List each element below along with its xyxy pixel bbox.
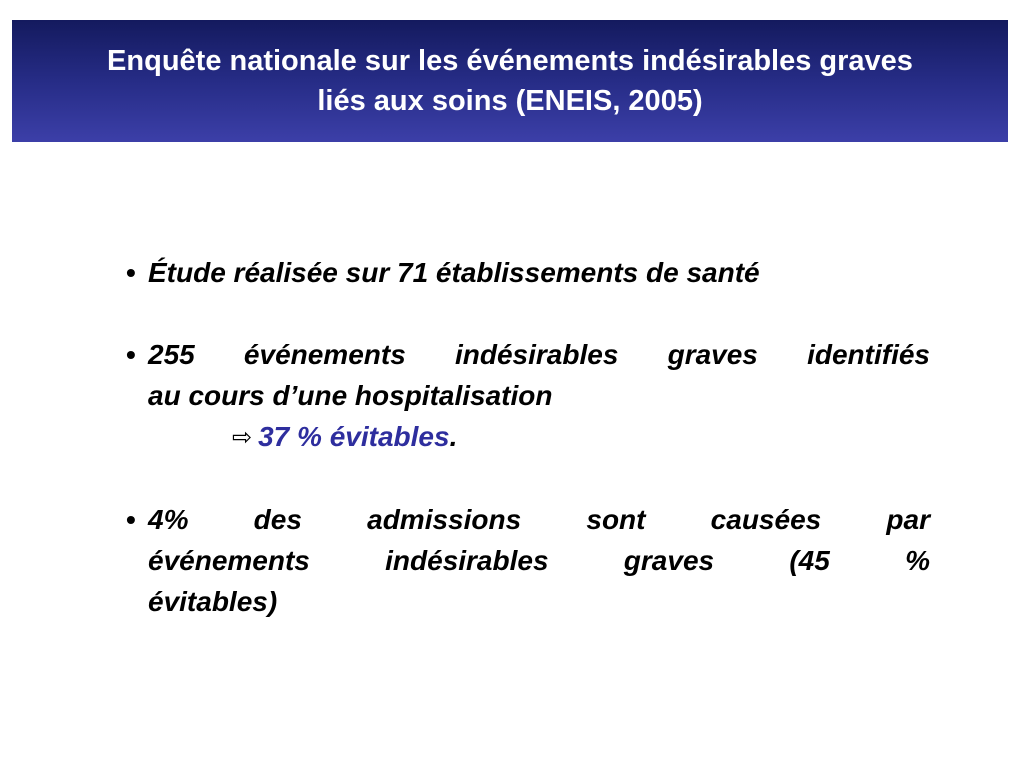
- bullet-marker: •: [126, 339, 136, 370]
- title-banner: [12, 20, 1008, 142]
- bullet-text: Étude réalisée sur 71 établissements de santé: [148, 257, 760, 288]
- result-period: .: [449, 421, 458, 452]
- bullet-text-line-1: 4% des admissions sont causées par: [148, 504, 930, 535]
- bullet-marker: •: [126, 257, 136, 288]
- bullet-text-line: [148, 334, 930, 375]
- bullet-item-2: [126, 334, 930, 458]
- bullet-text-line-3: évitables): [148, 586, 278, 617]
- bullet-text-line-1: 255 événements indésirables graves identifiés: [148, 339, 930, 370]
- bullet-text-line-2: au cours d’une hospitalisation: [148, 380, 553, 411]
- bullet-marker: •: [126, 504, 136, 535]
- slide-title-line-1: Enquête nationale sur les événements indésirables graves: [107, 45, 913, 77]
- bullet-list: [126, 252, 930, 622]
- bullet-text-block: [148, 499, 930, 622]
- result-line: [148, 416, 930, 458]
- slide-title-line-2: liés aux soins (ENEIS, 2005): [317, 85, 703, 117]
- bullet-item-3: [126, 499, 930, 622]
- arrow-right-icon: ⇨: [232, 424, 253, 451]
- bullet-item-1: [126, 252, 930, 293]
- bullet-text-block: [148, 334, 930, 458]
- preventable-highlight: 37 % évitables: [258, 421, 450, 452]
- bullet-text-line-2: événements indésirables graves (45 %: [148, 545, 930, 576]
